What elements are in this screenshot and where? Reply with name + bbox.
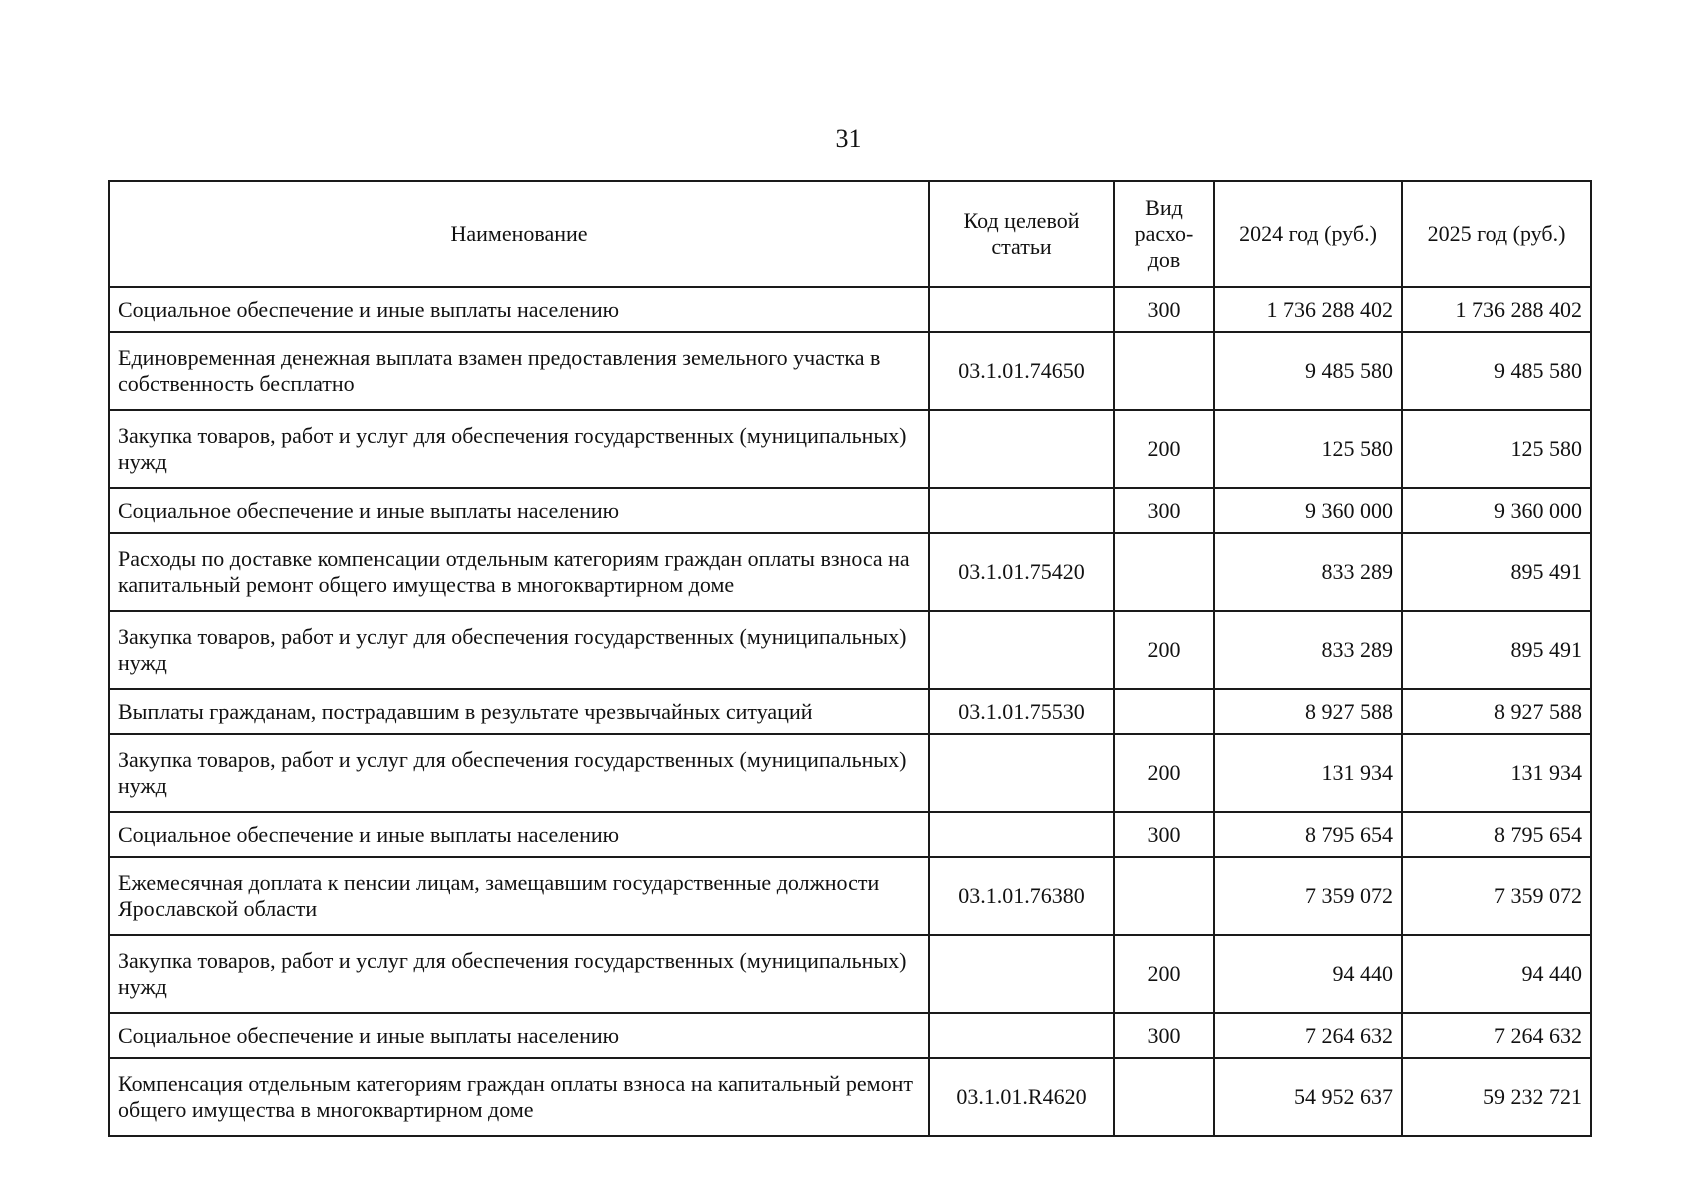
row-amount-2025: 9 360 000 (1402, 488, 1591, 533)
row-name: Закупка товаров, работ и услуг для обеспечения государственных (муниципальных) нужд (109, 611, 929, 689)
row-name: Социальное обеспечение и иные выплаты населению (109, 488, 929, 533)
header-name: Наименование (109, 181, 929, 287)
header-kind: Вид расхо-дов (1114, 181, 1214, 287)
row-kind (1114, 857, 1214, 935)
row-name: Социальное обеспечение и иные выплаты населению (109, 1013, 929, 1058)
row-amount-2024: 8 795 654 (1214, 812, 1402, 857)
row-name: Закупка товаров, работ и услуг для обеспечения государственных (муниципальных) нужд (109, 935, 929, 1013)
row-name: Социальное обеспечение и иные выплаты населению (109, 287, 929, 332)
row-code (929, 611, 1114, 689)
row-amount-2024: 125 580 (1214, 410, 1402, 488)
table-row (109, 332, 1591, 410)
row-amount-2025: 1 736 288 402 (1402, 287, 1591, 332)
row-name: Выплаты гражданам, пострадавшим в результате чрезвычайных ситуаций (109, 689, 929, 734)
page-number: 31 (835, 124, 862, 153)
row-code (929, 734, 1114, 812)
row-kind: 200 (1114, 734, 1214, 812)
row-kind (1114, 1058, 1214, 1136)
table-row (109, 935, 1591, 1013)
row-code (929, 935, 1114, 1013)
row-name: Ежемесячная доплата к пенсии лицам, замещавшим государственные должности Ярославской области (109, 857, 929, 935)
row-name: Единовременная денежная выплата взамен предоставления земельного участка в собственность бесплатно (109, 332, 929, 410)
row-amount-2024: 131 934 (1214, 734, 1402, 812)
row-name: Закупка товаров, работ и услуг для обеспечения государственных (муниципальных) нужд (109, 734, 929, 812)
row-code: 03.1.01.75530 (929, 689, 1114, 734)
budget-table (108, 180, 1592, 1137)
row-amount-2025: 59 232 721 (1402, 1058, 1591, 1136)
row-amount-2025: 7 359 072 (1402, 857, 1591, 935)
row-kind: 300 (1114, 1013, 1214, 1058)
header-code: Код целевой статьи (929, 181, 1114, 287)
row-kind (1114, 332, 1214, 410)
row-amount-2024: 94 440 (1214, 935, 1402, 1013)
row-amount-2024: 833 289 (1214, 611, 1402, 689)
row-kind: 300 (1114, 488, 1214, 533)
row-code: 03.1.01.75420 (929, 533, 1114, 611)
row-code (929, 410, 1114, 488)
row-kind: 300 (1114, 812, 1214, 857)
row-amount-2025: 895 491 (1402, 533, 1591, 611)
row-code (929, 287, 1114, 332)
row-name: Закупка товаров, работ и услуг для обеспечения государственных (муниципальных) нужд (109, 410, 929, 488)
row-name: Компенсация отдельным категориям граждан оплаты взноса на капитальный ремонт общего имущества в многоквартирном доме (109, 1058, 929, 1136)
table-row (109, 812, 1591, 857)
row-amount-2024: 833 289 (1214, 533, 1402, 611)
table-row (109, 1013, 1591, 1058)
row-kind (1114, 533, 1214, 611)
row-code (929, 1013, 1114, 1058)
row-amount-2025: 8 795 654 (1402, 812, 1591, 857)
row-amount-2024: 9 485 580 (1214, 332, 1402, 410)
table-row (109, 1058, 1591, 1136)
row-code (929, 812, 1114, 857)
header-2024: 2024 год (руб.) (1214, 181, 1402, 287)
table-row (109, 611, 1591, 689)
header-2025: 2025 год (руб.) (1402, 181, 1591, 287)
row-kind: 200 (1114, 410, 1214, 488)
row-amount-2024: 54 952 637 (1214, 1058, 1402, 1136)
table-row (109, 410, 1591, 488)
row-amount-2025: 8 927 588 (1402, 689, 1591, 734)
row-amount-2024: 7 264 632 (1214, 1013, 1402, 1058)
row-code (929, 488, 1114, 533)
row-amount-2024: 9 360 000 (1214, 488, 1402, 533)
table-row (109, 533, 1591, 611)
table-header-row (109, 181, 1591, 287)
row-amount-2025: 7 264 632 (1402, 1013, 1591, 1058)
row-kind: 300 (1114, 287, 1214, 332)
row-code: 03.1.01.R4620 (929, 1058, 1114, 1136)
row-amount-2025: 94 440 (1402, 935, 1591, 1013)
row-amount-2025: 895 491 (1402, 611, 1591, 689)
row-amount-2025: 9 485 580 (1402, 332, 1591, 410)
row-amount-2024: 1 736 288 402 (1214, 287, 1402, 332)
row-kind (1114, 689, 1214, 734)
row-code: 03.1.01.74650 (929, 332, 1114, 410)
row-name: Расходы по доставке компенсации отдельным категориям граждан оплаты взноса на капитальный ремонт общего имущества в многоквартирном доме (109, 533, 929, 611)
table-row (109, 287, 1591, 332)
row-amount-2025: 131 934 (1402, 734, 1591, 812)
row-kind: 200 (1114, 935, 1214, 1013)
table-row (109, 734, 1591, 812)
row-code: 03.1.01.76380 (929, 857, 1114, 935)
table-row (109, 488, 1591, 533)
table-row (109, 857, 1591, 935)
row-amount-2024: 8 927 588 (1214, 689, 1402, 734)
row-amount-2025: 125 580 (1402, 410, 1591, 488)
row-kind: 200 (1114, 611, 1214, 689)
row-amount-2024: 7 359 072 (1214, 857, 1402, 935)
table-row (109, 689, 1591, 734)
row-name: Социальное обеспечение и иные выплаты населению (109, 812, 929, 857)
